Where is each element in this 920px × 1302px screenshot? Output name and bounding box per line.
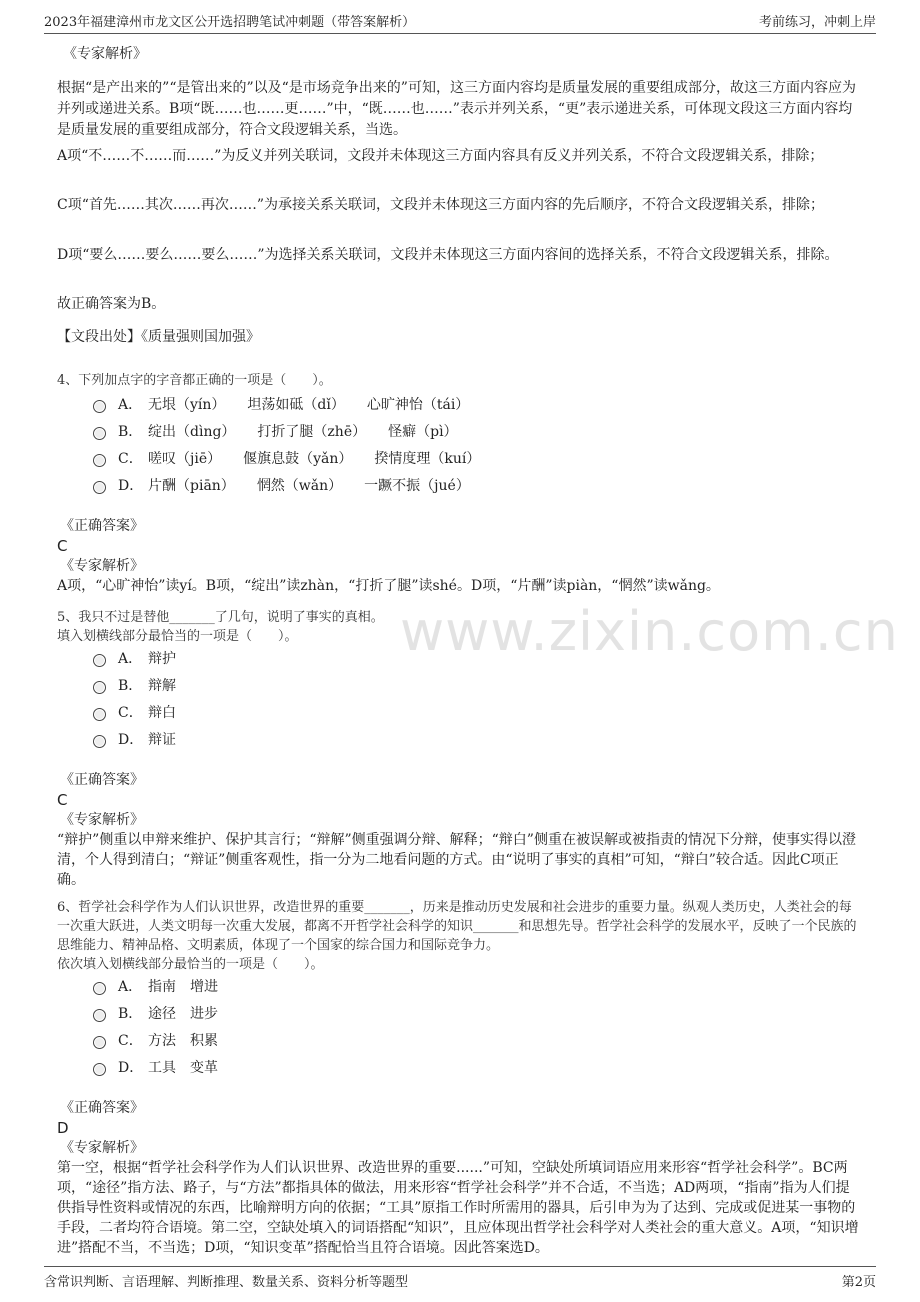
radio-icon[interactable] (93, 1063, 106, 1076)
q6-stem (57, 898, 863, 974)
q6-answer-block (57, 1098, 863, 1258)
option-part: 积累 (190, 1033, 218, 1049)
answer-explanation: “辩护”侧重以申辩来维护、保护其言行；“辩解”侧重强调分辩、解释；“辩白”侧重在被误解或被指责的情况下分辩，使事实得以澄清，个人得到清白；“辩证”侧重客观性，指一分为二地看问题的方式。由“说明了事实的真相”可知，“辩白”较合适。因此C项正确。 (57, 832, 856, 888)
option-letter: C． (118, 451, 143, 467)
option-letter: B． (118, 1006, 143, 1022)
header-title: 2023年福建漳州市龙文区公开选招聘笔试冲刺题（带答案解析） (44, 15, 416, 30)
question-stem: 4、下列加点字的字音都正确的一项是（ ）。 (57, 373, 332, 388)
answer-value: C (57, 791, 68, 809)
q4-answer-block (57, 516, 863, 596)
q4-option-a[interactable] (93, 392, 469, 416)
option-text: 辩护 (148, 651, 176, 667)
analysis-paragraph: A项“不……不……而……”为反义并列关联词，文段并未体现这三方面内容具有反义并列关系，不符合文段逻辑关系，排除； (57, 148, 824, 164)
option-part: 进步 (190, 1006, 218, 1022)
conclusion-text: 故正确答案为B。 (57, 296, 166, 312)
page-footer (44, 1266, 876, 1301)
analysis-paragraph: D项“要么……要么……要么……”为选择关系关联词，文段并未体现这三方面内容间的选择关系，不符合文段逻辑关系，排除。 (57, 247, 839, 263)
expert-label: 《专家解析》 (63, 46, 147, 62)
option-letter: A． (118, 397, 143, 413)
radio-icon[interactable] (93, 400, 106, 413)
answer-label: 《正确答案》 (60, 1100, 144, 1116)
radio-icon[interactable] (93, 427, 106, 440)
option-part: 偃旗息鼓（yǎn） (243, 451, 353, 467)
option-letter: D． (118, 732, 144, 748)
option-part: 一蹶不振（jué） (364, 478, 470, 494)
option-part: 坦荡如砥（dǐ） (247, 397, 345, 413)
source-text: 【文段出处】《质量强则国加强》 (57, 329, 260, 345)
radio-icon[interactable] (93, 1036, 106, 1049)
option-letter: C． (118, 1033, 143, 1049)
prev-expert-label-block (57, 44, 863, 65)
question-instruction: 依次填入划横线部分最恰当的一项是（ ）。 (57, 957, 324, 972)
radio-icon[interactable] (93, 481, 106, 494)
option-text: 辩证 (148, 732, 176, 748)
option-text: 辩白 (148, 705, 176, 721)
expert-label: 《专家解析》 (60, 812, 144, 828)
option-part: 惘然（wǎn） (256, 478, 343, 494)
answer-explanation: A项，“心旷神怡”读yí。B项，“绽出”读zhàn，“打折了腿”读shé。D项，“片酬”读piàn，“惘然”读wǎng。 (57, 578, 720, 594)
option-part: 指南 (148, 979, 176, 995)
q6-option-c[interactable] (93, 1028, 218, 1052)
answer-label: 《正确答案》 (60, 772, 144, 788)
option-letter: A． (118, 979, 143, 995)
prev-analysis-para1 (57, 78, 863, 141)
option-part: 途径 (148, 1006, 176, 1022)
q5-option-a[interactable] (93, 646, 176, 670)
q5-option-d[interactable] (93, 727, 176, 751)
q4-option-c[interactable] (93, 446, 480, 470)
option-part: 变革 (190, 1060, 218, 1076)
q6-option-d[interactable] (93, 1055, 218, 1079)
q4-option-b[interactable] (93, 419, 458, 443)
option-part: 绽出（dìng） (148, 424, 236, 440)
q6-option-b[interactable] (93, 1001, 218, 1025)
prev-analysis-para4 (57, 245, 863, 266)
answer-value: C (57, 537, 68, 555)
option-part: 打折了腿（zhē） (257, 424, 367, 440)
option-letter: A． (118, 651, 143, 667)
expert-label: 《专家解析》 (60, 558, 144, 574)
option-letter: D． (118, 1060, 144, 1076)
prev-analysis-para3 (57, 195, 863, 216)
question-instruction: 填入划横线部分最恰当的一项是（ ）。 (57, 629, 298, 644)
option-text: 辩解 (148, 678, 176, 694)
header-slogan: 考前练习，冲刺上岸 (758, 15, 876, 30)
q5-option-c[interactable] (93, 700, 176, 724)
page-number: 第2页 (841, 1275, 876, 1290)
q5-option-b[interactable] (93, 673, 176, 697)
radio-icon[interactable] (93, 654, 106, 667)
prev-conclusion (57, 294, 863, 315)
option-part: 怪癖（pì） (388, 424, 458, 440)
q4-stem (57, 371, 863, 390)
option-part: 嗟叹（jiē） (148, 451, 222, 467)
q5-answer-block (57, 770, 863, 890)
page-header (44, 8, 876, 34)
analysis-paragraph: C项“首先……其次……再次……”为承接关系关联词，文段并未体现这三方面内容的先后顺序，不符合文段逻辑关系，排除； (57, 197, 825, 213)
option-letter: B． (118, 678, 143, 694)
radio-icon[interactable] (93, 454, 106, 467)
radio-icon[interactable] (93, 708, 106, 721)
option-part: 片酬（piān） (148, 478, 235, 494)
answer-value: D (57, 1119, 69, 1137)
radio-icon[interactable] (93, 735, 106, 748)
expert-label: 《专家解析》 (60, 1140, 144, 1156)
radio-icon[interactable] (93, 681, 106, 694)
option-letter: C． (118, 705, 143, 721)
q5-stem (57, 608, 863, 646)
question-stem: 5、我只不过是替他_______了几句，说明了事实的真相。 (57, 610, 384, 625)
question-stem: 6、哲学社会科学作为人们认识世界，改造世界的重要_______，历来是推动历史发展和社会进步的重要力量。纵观人类历史，人类社会的每一次重大跃进，人类文明每一次重大发展，都离不开哲学社会科学的知识_______和思想先导。哲学社会科学的发展水平，反映了一个民族的思维能力、精神品格、文明素质，体现了一个国家的综合国力和国际竞争力。 (57, 900, 857, 953)
option-part: 无垠（yín） (148, 397, 226, 413)
answer-label: 《正确答案》 (60, 518, 144, 534)
prev-source (57, 327, 863, 348)
footer-note: 含常识判断、言语理解、判断推理、数量关系、资料分析等题型 (44, 1275, 409, 1290)
answer-explanation: 第一空，根据“哲学社会科学作为人们认识世界、改造世界的重要......”可知，空缺处所填词语应用来形容“哲学社会科学”。BC两项，“途径”指方法、路子，与“方法”都指具体的做法，用来形容“哲学社会科学”并不合适，不当选；AD两项，“指南”指为人们提供指导性资料或情况的东西，比喻辩明方向的依据；“工具”原指工作时所需用的器具，后引申为为了达到、完成或促进某一事物的手段，二者均符合语境。第二空，空缺处填入的词语搭配“知识”，且应体现出哲学社会科学对人类社会的重大意义。A项，“知识增进”搭配不当，不当选；D项，“知识变革”搭配恰当且符合语境。因此答案选D。 (57, 1160, 859, 1256)
prev-analysis-para2 (57, 146, 863, 167)
option-part: 心旷神怡（tái） (366, 397, 470, 413)
option-part: 工具 (148, 1060, 176, 1076)
radio-icon[interactable] (93, 982, 106, 995)
option-part: 增进 (190, 979, 218, 995)
analysis-paragraph: 根据“是产出来的”“是管出来的”以及“是市场竞争出来的”可知，这三方面内容均是质量发展的重要组成部分，故这三方面内容应为并列或递进关系。B项“既……也……更……”中，“既……也……”表示并列关系，“更”表示递进关系，可体现文段这三方面内容均是质量发展的重要组成部分，符合文段逻辑关系，当选。 (57, 80, 856, 138)
watermark: www.zixin.com.cn (400, 600, 899, 663)
option-letter: D． (118, 478, 144, 494)
option-letter: B． (118, 424, 143, 440)
q6-option-a[interactable] (93, 974, 218, 998)
option-part: 方法 (148, 1033, 176, 1049)
radio-icon[interactable] (93, 1009, 106, 1022)
option-part: 揆情度理（kuí） (374, 451, 481, 467)
q4-option-d[interactable] (93, 473, 470, 497)
